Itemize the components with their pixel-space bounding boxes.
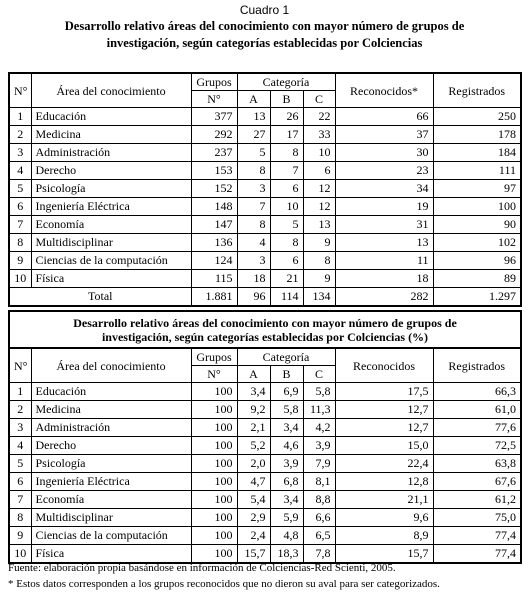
row-cat-c: 12 bbox=[303, 198, 335, 216]
col-header-area: Área del conocimiento bbox=[31, 348, 191, 383]
total-cat-b: 114 bbox=[270, 288, 303, 307]
row-number: 2 bbox=[9, 401, 31, 419]
row-reconocidos: 17,5 bbox=[335, 383, 433, 401]
table-row bbox=[9, 234, 521, 252]
col-header-b: B bbox=[270, 366, 303, 383]
row-number: 5 bbox=[9, 180, 31, 198]
row-reconocidos: 11 bbox=[335, 252, 433, 270]
row-number: 8 bbox=[9, 234, 31, 252]
row-cat-c: 4,2 bbox=[303, 419, 335, 437]
row-number: 6 bbox=[9, 198, 31, 216]
row-grupos: 100 bbox=[191, 491, 237, 509]
row-cat-b: 6 bbox=[270, 180, 303, 198]
table-row bbox=[9, 455, 521, 473]
row-registrados: 77,6 bbox=[433, 419, 521, 437]
row-reconocidos: 22,4 bbox=[335, 455, 433, 473]
row-area: Medicina bbox=[31, 401, 191, 419]
row-number: 4 bbox=[9, 437, 31, 455]
row-cat-a: 4 bbox=[237, 234, 270, 252]
col-header-categoria: Categoría bbox=[237, 73, 335, 91]
row-number: 9 bbox=[9, 527, 31, 545]
table-row bbox=[9, 162, 521, 180]
table-row bbox=[9, 198, 521, 216]
row-area: Derecho bbox=[31, 437, 191, 455]
caption-title-line2: investigación, según categorías establecidas por Colciencias bbox=[106, 36, 423, 50]
row-registrados: 250 bbox=[433, 108, 521, 126]
col-header-reconocidos: Reconocidos* bbox=[335, 73, 433, 108]
row-cat-c: 11,3 bbox=[303, 401, 335, 419]
col-header-registrados: Registrados bbox=[433, 73, 521, 108]
row-number: 3 bbox=[9, 419, 31, 437]
row-grupos: 115 bbox=[191, 270, 237, 288]
row-grupos: 152 bbox=[191, 180, 237, 198]
row-number: 1 bbox=[9, 108, 31, 126]
row-registrados: 100 bbox=[433, 198, 521, 216]
row-cat-c: 6,6 bbox=[303, 509, 335, 527]
row-cat-a: 2,4 bbox=[237, 527, 270, 545]
row-cat-c: 22 bbox=[303, 108, 335, 126]
table-row bbox=[9, 108, 521, 126]
total-registrados: 1.297 bbox=[433, 288, 521, 307]
row-cat-b: 3,4 bbox=[270, 491, 303, 509]
row-area: Educación bbox=[31, 108, 191, 126]
row-cat-a: 5,2 bbox=[237, 437, 270, 455]
row-grupos: 100 bbox=[191, 473, 237, 491]
row-cat-c: 8 bbox=[303, 252, 335, 270]
row-cat-a: 18 bbox=[237, 270, 270, 288]
row-area: Medicina bbox=[31, 126, 191, 144]
row-area: Economía bbox=[31, 216, 191, 234]
table2-title-line2: investigación, según categorías establecidas por Colciencias (%) bbox=[101, 329, 429, 344]
row-cat-c: 3,9 bbox=[303, 437, 335, 455]
row-registrados: 61,0 bbox=[433, 401, 521, 419]
row-grupos: 148 bbox=[191, 198, 237, 216]
row-registrados: 77,4 bbox=[433, 527, 521, 545]
total-reconocidos: 282 bbox=[335, 288, 433, 307]
row-number: 6 bbox=[9, 473, 31, 491]
row-cat-c: 9 bbox=[303, 270, 335, 288]
col-header-c: C bbox=[303, 366, 335, 383]
table2-title bbox=[9, 311, 521, 348]
row-cat-a: 27 bbox=[237, 126, 270, 144]
row-cat-b: 6 bbox=[270, 252, 303, 270]
row-area: Administración bbox=[31, 419, 191, 437]
row-area: Ingeniería Eléctrica bbox=[31, 473, 191, 491]
row-reconocidos: 23 bbox=[335, 162, 433, 180]
col-header-grupos: Grupos bbox=[191, 73, 237, 91]
row-registrados: 67,6 bbox=[433, 473, 521, 491]
col-header-c: C bbox=[303, 91, 335, 108]
row-number: 8 bbox=[9, 509, 31, 527]
row-number: 1 bbox=[9, 383, 31, 401]
row-area: Ciencias de la computación bbox=[31, 252, 191, 270]
table-row bbox=[9, 491, 521, 509]
row-reconocidos: 15,0 bbox=[335, 437, 433, 455]
row-cat-a: 5 bbox=[237, 144, 270, 162]
col-header-a: A bbox=[237, 91, 270, 108]
row-cat-b: 4,8 bbox=[270, 527, 303, 545]
col-header-b: B bbox=[270, 91, 303, 108]
row-cat-a: 5,4 bbox=[237, 491, 270, 509]
caption-label: Cuadro 1 bbox=[239, 3, 290, 17]
row-registrados: 102 bbox=[433, 234, 521, 252]
row-cat-b: 10 bbox=[270, 198, 303, 216]
row-number: 4 bbox=[9, 162, 31, 180]
row-area: Física bbox=[31, 545, 191, 564]
row-area: Educación bbox=[31, 383, 191, 401]
row-registrados: 63,8 bbox=[433, 455, 521, 473]
row-number: 7 bbox=[9, 216, 31, 234]
row-number: 5 bbox=[9, 455, 31, 473]
row-grupos: 153 bbox=[191, 162, 237, 180]
row-cat-a: 2,9 bbox=[237, 509, 270, 527]
col-header-registrados: Registrados bbox=[433, 348, 521, 383]
row-reconocidos: 34 bbox=[335, 180, 433, 198]
row-cat-c: 33 bbox=[303, 126, 335, 144]
row-grupos: 124 bbox=[191, 252, 237, 270]
row-cat-a: 3,4 bbox=[237, 383, 270, 401]
row-cat-b: 5,8 bbox=[270, 401, 303, 419]
row-reconocidos: 30 bbox=[335, 144, 433, 162]
total-label: Total bbox=[9, 288, 191, 307]
row-registrados: 77,4 bbox=[433, 545, 521, 564]
col-header-a: A bbox=[237, 366, 270, 383]
row-registrados: 66,3 bbox=[433, 383, 521, 401]
row-registrados: 61,2 bbox=[433, 491, 521, 509]
caption-title-line1: Desarrollo relativo áreas del conocimiento con mayor número de grupos de bbox=[64, 19, 465, 33]
row-cat-a: 2,0 bbox=[237, 455, 270, 473]
row-reconocidos: 15,7 bbox=[335, 545, 433, 564]
row-reconocidos: 37 bbox=[335, 126, 433, 144]
row-number: 10 bbox=[9, 270, 31, 288]
row-grupos: 100 bbox=[191, 401, 237, 419]
row-grupos: 100 bbox=[191, 437, 237, 455]
asterisk-footnote: * Estos datos corresponden a los grupos reconocidos que no dieron su aval para ser categorizados. bbox=[8, 578, 440, 590]
percent-table bbox=[8, 310, 522, 564]
row-registrados: 90 bbox=[433, 216, 521, 234]
col-header-grupos: Grupos bbox=[191, 348, 237, 366]
table-row bbox=[9, 419, 521, 437]
row-number: 3 bbox=[9, 144, 31, 162]
total-grupos: 1.881 bbox=[191, 288, 237, 307]
row-cat-b: 3,4 bbox=[270, 419, 303, 437]
row-reconocidos: 21,1 bbox=[335, 491, 433, 509]
row-cat-c: 13 bbox=[303, 216, 335, 234]
row-number: 10 bbox=[9, 545, 31, 564]
row-grupos: 100 bbox=[191, 509, 237, 527]
row-cat-a: 8 bbox=[237, 216, 270, 234]
row-reconocidos: 8,9 bbox=[335, 527, 433, 545]
table-row bbox=[9, 270, 521, 288]
row-cat-c: 10 bbox=[303, 144, 335, 162]
row-grupos: 292 bbox=[191, 126, 237, 144]
table-row bbox=[9, 144, 521, 162]
row-cat-c: 12 bbox=[303, 180, 335, 198]
table-row bbox=[9, 216, 521, 234]
row-cat-b: 6,8 bbox=[270, 473, 303, 491]
col-header-num: N° bbox=[9, 348, 31, 383]
row-grupos: 100 bbox=[191, 545, 237, 564]
table-row bbox=[9, 473, 521, 491]
row-cat-a: 2,1 bbox=[237, 419, 270, 437]
row-area: Ciencias de la computación bbox=[31, 527, 191, 545]
row-number: 7 bbox=[9, 491, 31, 509]
row-cat-b: 5 bbox=[270, 216, 303, 234]
col-header-grupos-num: N° bbox=[191, 366, 237, 383]
row-cat-c: 8,8 bbox=[303, 491, 335, 509]
row-cat-c: 8,1 bbox=[303, 473, 335, 491]
table-row bbox=[9, 527, 521, 545]
row-cat-b: 6,9 bbox=[270, 383, 303, 401]
row-cat-a: 3 bbox=[237, 252, 270, 270]
col-header-area: Área del conocimiento bbox=[31, 73, 191, 108]
row-grupos: 147 bbox=[191, 216, 237, 234]
row-cat-b: 5,9 bbox=[270, 509, 303, 527]
row-cat-c: 7,8 bbox=[303, 545, 335, 564]
row-cat-b: 8 bbox=[270, 234, 303, 252]
row-cat-b: 7 bbox=[270, 162, 303, 180]
table-row bbox=[9, 252, 521, 270]
row-grupos: 100 bbox=[191, 455, 237, 473]
row-cat-a: 4,7 bbox=[237, 473, 270, 491]
row-area: Derecho bbox=[31, 162, 191, 180]
row-registrados: 72,5 bbox=[433, 437, 521, 455]
row-reconocidos: 12,7 bbox=[335, 401, 433, 419]
row-grupos: 136 bbox=[191, 234, 237, 252]
row-registrados: 184 bbox=[433, 144, 521, 162]
col-header-num: N° bbox=[9, 73, 31, 108]
row-cat-c: 6,5 bbox=[303, 527, 335, 545]
row-reconocidos: 12,7 bbox=[335, 419, 433, 437]
table-row bbox=[9, 180, 521, 198]
total-row bbox=[9, 288, 521, 307]
row-cat-b: 3,9 bbox=[270, 455, 303, 473]
row-cat-b: 4,6 bbox=[270, 437, 303, 455]
row-cat-b: 18,3 bbox=[270, 545, 303, 564]
row-grupos: 377 bbox=[191, 108, 237, 126]
row-area: Ingeniería Eléctrica bbox=[31, 198, 191, 216]
table-row bbox=[9, 401, 521, 419]
row-cat-c: 6 bbox=[303, 162, 335, 180]
row-area: Psicología bbox=[31, 455, 191, 473]
source-footnote: Fuente: elaboración propia basándose en información de Colciencias-Red Scienti, 2005. bbox=[8, 562, 396, 574]
table-row bbox=[9, 126, 521, 144]
table2-title-line1: Desarrollo relativo áreas del conocimiento con mayor número de grupos de bbox=[73, 315, 457, 330]
row-reconocidos: 19 bbox=[335, 198, 433, 216]
total-cat-c: 134 bbox=[303, 288, 335, 307]
row-cat-c: 9 bbox=[303, 234, 335, 252]
row-area: Multidisciplinar bbox=[31, 509, 191, 527]
row-area: Multidisciplinar bbox=[31, 234, 191, 252]
row-registrados: 178 bbox=[433, 126, 521, 144]
row-registrados: 111 bbox=[433, 162, 521, 180]
row-reconocidos: 13 bbox=[335, 234, 433, 252]
row-reconocidos: 12,8 bbox=[335, 473, 433, 491]
table-row bbox=[9, 509, 521, 527]
row-cat-c: 5,8 bbox=[303, 383, 335, 401]
table-row bbox=[9, 437, 521, 455]
row-registrados: 97 bbox=[433, 180, 521, 198]
row-cat-b: 21 bbox=[270, 270, 303, 288]
row-grupos: 100 bbox=[191, 383, 237, 401]
row-cat-a: 8 bbox=[237, 162, 270, 180]
total-cat-a: 96 bbox=[237, 288, 270, 307]
table-row bbox=[9, 383, 521, 401]
row-cat-a: 7 bbox=[237, 198, 270, 216]
col-header-categoria: Categoría bbox=[237, 348, 335, 366]
row-cat-a: 15,7 bbox=[237, 545, 270, 564]
row-reconocidos: 31 bbox=[335, 216, 433, 234]
groups-table bbox=[8, 72, 522, 307]
row-number: 9 bbox=[9, 252, 31, 270]
row-grupos: 100 bbox=[191, 419, 237, 437]
table-row bbox=[9, 545, 521, 564]
row-grupos: 100 bbox=[191, 527, 237, 545]
row-cat-a: 3 bbox=[237, 180, 270, 198]
row-cat-b: 8 bbox=[270, 144, 303, 162]
row-reconocidos: 9,6 bbox=[335, 509, 433, 527]
row-cat-b: 17 bbox=[270, 126, 303, 144]
row-cat-c: 7,9 bbox=[303, 455, 335, 473]
row-reconocidos: 18 bbox=[335, 270, 433, 288]
row-reconocidos: 66 bbox=[335, 108, 433, 126]
row-registrados: 75,0 bbox=[433, 509, 521, 527]
row-cat-a: 13 bbox=[237, 108, 270, 126]
col-header-reconocidos: Reconocidos bbox=[335, 348, 433, 383]
col-header-grupos-num: N° bbox=[191, 91, 237, 108]
row-cat-b: 26 bbox=[270, 108, 303, 126]
row-area: Economía bbox=[31, 491, 191, 509]
row-area: Administración bbox=[31, 144, 191, 162]
row-cat-a: 9,2 bbox=[237, 401, 270, 419]
row-registrados: 89 bbox=[433, 270, 521, 288]
row-area: Psicología bbox=[31, 180, 191, 198]
row-registrados: 96 bbox=[433, 252, 521, 270]
row-area: Física bbox=[31, 270, 191, 288]
row-grupos: 237 bbox=[191, 144, 237, 162]
row-number: 2 bbox=[9, 126, 31, 144]
